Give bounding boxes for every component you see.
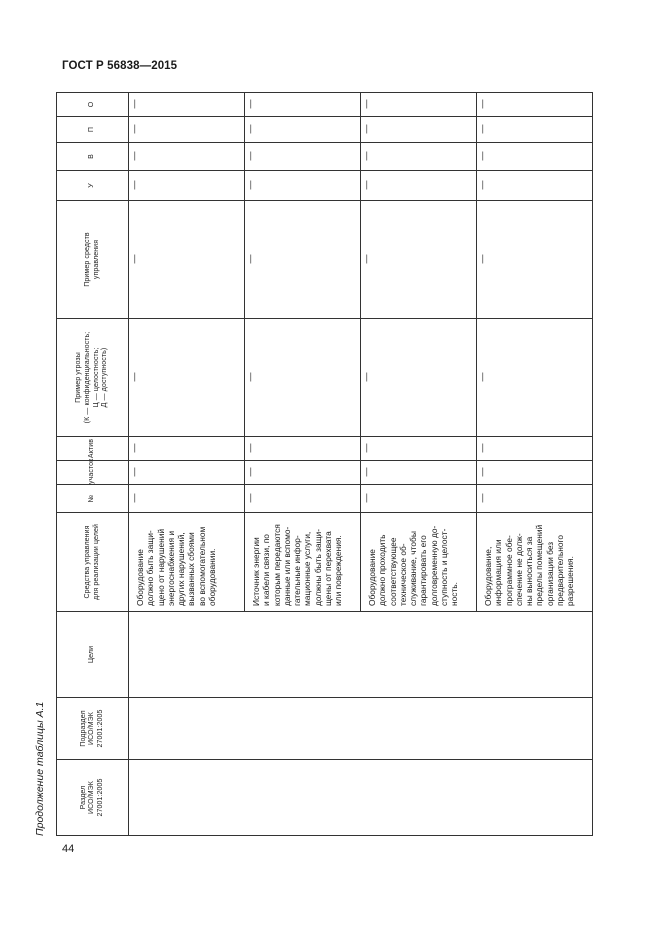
controls-text-line: должно проходить bbox=[377, 534, 388, 606]
cell-controls bbox=[477, 513, 593, 612]
controls-text-line: щены от перехвата bbox=[323, 531, 334, 606]
cell-dash: — bbox=[245, 437, 361, 461]
cell-dash: — bbox=[477, 485, 593, 513]
cell-dash: — bbox=[245, 93, 361, 117]
controls-text-line: соответствующее bbox=[387, 537, 398, 606]
controls-text-line: гательные инфор- bbox=[292, 535, 303, 606]
cell-dash: — bbox=[245, 117, 361, 143]
cell-dash: — bbox=[361, 201, 477, 319]
controls-text-line: оборудовании. bbox=[207, 548, 218, 606]
cell-goals bbox=[129, 612, 593, 698]
controls-text-line: которым передаются bbox=[271, 524, 282, 606]
controls-text-line: щено от нарушений bbox=[155, 528, 166, 606]
controls-text-line: предварительного bbox=[555, 534, 566, 606]
controls-text-line: должно быть защи- bbox=[145, 530, 156, 606]
cell-dash: — bbox=[129, 171, 245, 201]
cell-dash: — bbox=[361, 437, 477, 461]
controls-text-line: и кабели связи, по bbox=[261, 534, 272, 606]
header-u: У bbox=[57, 171, 129, 201]
cell-dash: — bbox=[129, 437, 245, 461]
cell-dash: — bbox=[361, 461, 477, 485]
controls-text-line: или повреждения. bbox=[333, 535, 344, 606]
cell-dash: — bbox=[361, 143, 477, 171]
controls-text-line: Оборудование bbox=[367, 549, 377, 606]
cell-dash: — bbox=[477, 171, 593, 201]
cell-controls bbox=[361, 513, 477, 612]
controls-text-line: Оборудование, bbox=[483, 546, 493, 606]
cell-dash: — bbox=[129, 201, 245, 319]
header-controls: Средства управления для реализации целей bbox=[57, 513, 129, 612]
rotated-table-area bbox=[34, 93, 578, 836]
controls-text-line: программное обе- bbox=[503, 535, 514, 606]
cell-dash: — bbox=[361, 485, 477, 513]
header-section: Раздел ИСО/МЭК 27001:2005 bbox=[57, 760, 129, 836]
cell-dash: — bbox=[477, 143, 593, 171]
cell-subsection bbox=[129, 698, 593, 760]
controls-text-line: служивание, чтобы bbox=[408, 531, 419, 606]
controls-text-line: энергоснабжения и bbox=[165, 530, 176, 606]
cell-dash: — bbox=[129, 485, 245, 513]
table-body-row bbox=[129, 93, 245, 836]
cell-dash: — bbox=[477, 319, 593, 437]
cell-dash: — bbox=[245, 485, 361, 513]
controls-text-line: мационные услуги, bbox=[302, 531, 313, 606]
header-p: П bbox=[57, 117, 129, 143]
controls-text-line: данные или вспомо- bbox=[281, 526, 292, 606]
controls-text-line: вызванных сбоями bbox=[186, 532, 197, 606]
cell-dash: — bbox=[477, 93, 593, 117]
header-threat: Пример угрозы (К — конфиденциальность; Ц — целостность; Д — доступность) bbox=[57, 319, 129, 437]
controls-text-line: ступность и целост- bbox=[439, 528, 450, 606]
controls-text-line: других нарушений, bbox=[176, 532, 187, 606]
controls-text-line: разрешения. bbox=[565, 556, 576, 606]
cell-dash: — bbox=[361, 93, 477, 117]
cell-dash: — bbox=[245, 461, 361, 485]
controls-text-line: Источник энергии bbox=[251, 537, 261, 606]
header-o: О bbox=[57, 93, 129, 117]
controls-text-line: гарантировать его bbox=[418, 535, 429, 606]
cell-dash: — bbox=[477, 461, 593, 485]
cell-dash: — bbox=[129, 143, 245, 171]
cell-dash: — bbox=[245, 143, 361, 171]
header-control-example: Пример средств управления bbox=[57, 201, 129, 319]
cell-dash: — bbox=[129, 461, 245, 485]
requirements-table bbox=[56, 92, 593, 836]
header-v: В bbox=[57, 143, 129, 171]
cell-dash: — bbox=[477, 437, 593, 461]
controls-text-line: ны выноситься за bbox=[524, 536, 535, 606]
controls-text-line: техническое об- bbox=[397, 543, 408, 606]
cell-dash: — bbox=[245, 171, 361, 201]
cell-dash: — bbox=[129, 319, 245, 437]
cell-dash: — bbox=[129, 93, 245, 117]
controls-text-line: спечение не долж- bbox=[513, 533, 524, 606]
controls-text-line: организации без bbox=[544, 541, 555, 606]
cell-dash: — bbox=[361, 319, 477, 437]
page-number: 44 bbox=[62, 843, 75, 855]
controls-text-line: должны быть защи- bbox=[312, 528, 323, 606]
controls-text-line: ность. bbox=[449, 582, 460, 606]
cell-dash: — bbox=[477, 117, 593, 143]
cell-dash: — bbox=[129, 117, 245, 143]
table-caption: Продолжение таблицы А.1 bbox=[34, 701, 46, 836]
cell-dash: — bbox=[361, 117, 477, 143]
header-number: № bbox=[57, 485, 129, 513]
controls-text-line: Оборудование bbox=[135, 549, 145, 606]
controls-text-line: информация или bbox=[493, 539, 504, 606]
controls-text-line: пределы помещений bbox=[534, 524, 545, 606]
controls-text-line: долговременную до- bbox=[428, 525, 439, 606]
document-title: ГОСТ Р 56838—2015 bbox=[62, 60, 178, 72]
table-header-row bbox=[57, 93, 129, 836]
cell-controls bbox=[129, 513, 245, 612]
cell-dash: — bbox=[245, 201, 361, 319]
header-site: участок bbox=[57, 461, 129, 485]
cell-section bbox=[129, 760, 593, 836]
cell-dash: — bbox=[245, 319, 361, 437]
header-asset: Актив bbox=[57, 437, 129, 461]
header-goals: Цели bbox=[57, 612, 129, 698]
controls-text-line: во вспомогательном bbox=[196, 526, 207, 606]
cell-dash: — bbox=[361, 171, 477, 201]
cell-controls bbox=[245, 513, 361, 612]
header-subsection: Подраздел ИСО/МЭК 27001:2005 bbox=[57, 698, 129, 760]
cell-dash: — bbox=[477, 201, 593, 319]
